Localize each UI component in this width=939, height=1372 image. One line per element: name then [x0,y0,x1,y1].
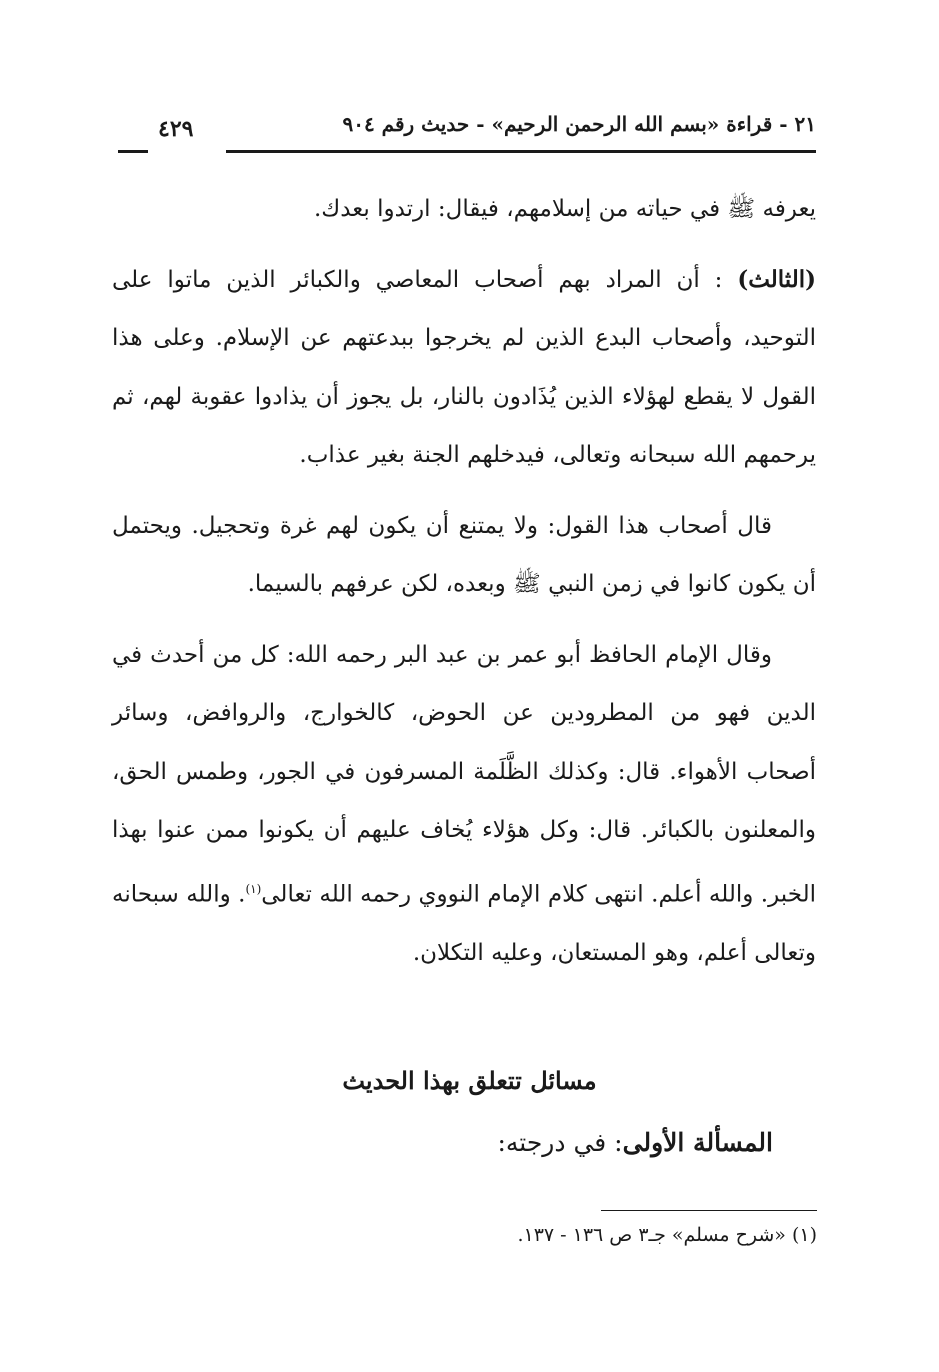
paragraph-4-text-a: وقال الإمام الحافظ أبو عمر بن عبد البر رحمه الله: كل من أحدث في الدين فهو من المطرودين عن الحوض، كالخوارج، والروافض، وسائر أصحاب الأهواء. قال: وكذلك الظَّلَمة المسرفون في الجور، وطمس الحق، والمعلنون بالكبائر. قال: وكل هؤلاء يُخاف عليهم أن يكونوا ممن عنوا بهذا الخبر. والله أعلم. انتهى كلام الإمام النووي رحمه الله تعالى [112,641,816,908]
header-rule [226,150,816,153]
question-text: : في درجته: [497,1128,623,1157]
paragraph-2-label: (الثالث) [737,265,817,293]
footnote-rule [601,1210,817,1211]
paragraph-3: قال أصحاب هذا القول: ولا يمتنع أن يكون لهم غرة وتحجيل. ويحتمل أن يكون كانوا في زمن النبي ﷺ وبعده، لكن عرفهم بالسيما. [112,512,816,597]
question-line [497,1128,773,1157]
paragraph-4 [112,626,816,983]
paragraph-1: يعرفه ﷺ في حياته من إسلامهم، فيقال: ارتدوا بعدك. [313,196,816,222]
paragraph-2 [112,251,816,485]
footnote: (١) «شرح مسلم» جـ٣ ص ١٣٦ - ١٣٧. [517,1224,817,1246]
page-number-rule [118,150,148,153]
body-text [112,180,816,982]
section-heading: مسائل تتعلق بهذا الحديث [342,1066,597,1095]
paragraph-2-text: : أن المراد بهم أصحاب المعاصي والكبائر الذين ماتوا على التوحيد، وأصحاب البدع الذين لم يخرجوا ببدعتهم عن الإسلام. وعلى هذا القول لا يقطع لهؤلاء الذين يُذَادون بالنار، بل يجوز أن يذادوا عقوبة لهم، ثم يرحمهم الله سبحانه وتعالى، فيدخلهم الجنة بغير عذاب. [112,266,816,468]
paragraph-4-text-b: . والله سبحانه وتعالى أعلم، وهو المستعان، وعليه التكلان. [112,881,816,966]
running-header [118,112,816,152]
page-number: ٤٢٩ [158,116,194,142]
footnote-marker[interactable]: (١) [245,881,262,896]
header-title: ٢١ - قراءة «بسم الله الرحمن الرحيم» - حديث رقم ٩٠٤ [342,112,816,136]
question-label: المسألة الأولى [622,1128,773,1157]
